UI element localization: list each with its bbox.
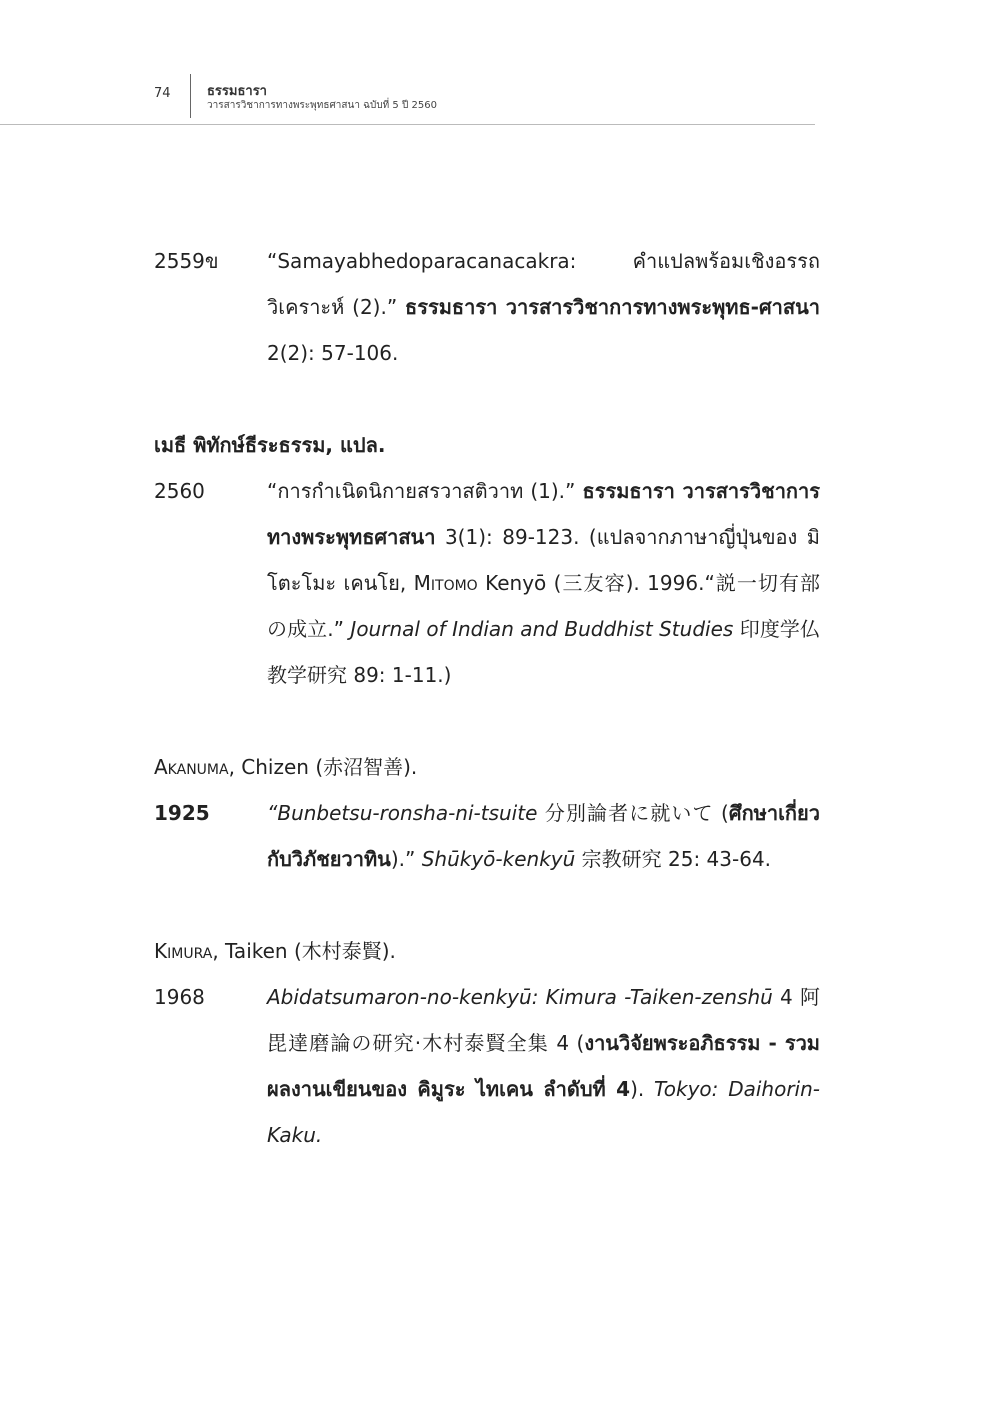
page-number: 74 — [154, 86, 171, 101]
entry-source-journal: Journal of Indian and Buddhist Studies — [350, 617, 734, 641]
entry-text — [267, 468, 820, 698]
author-surname: Akanuma — [154, 755, 229, 779]
entry-book-title: Abidatsumaron-no-kenkyū: Kimura -Taiken-zenshū — [267, 985, 773, 1009]
author-heading: เมธี พิทักษ์ธีระธรรม, แปล. — [154, 433, 386, 457]
spacer — [154, 376, 820, 422]
author-given: , Taiken (木村泰賢). — [212, 939, 396, 963]
entry-journal: Shūkyō-kenkyū — [421, 847, 576, 871]
entry-year: 2559ข — [154, 249, 219, 273]
entry-note: 3(1): 89-123. (แปลจากภาษาญี่ปุ่นของ มิโตะโมะ เคนโย, — [267, 525, 820, 595]
entry-journal: ธรรมธารา วารสารวิชาการทางพระพุทธศาสนา — [267, 479, 821, 549]
bib-entry-1968 — [154, 974, 820, 1158]
entry-pages: 2(2): 57-106. — [267, 341, 399, 365]
header-divider — [190, 74, 191, 118]
bibliography — [154, 238, 820, 1158]
entry-book-title-jp: 4 阿毘達磨論の研究·木村泰賢全集 4 ( — [267, 985, 820, 1055]
entry-source-pages: 印度学仏教学研究 89: 1-11.) — [267, 617, 820, 687]
bib-entry-2560 — [154, 468, 820, 698]
entry-year: 1968 — [154, 985, 205, 1009]
spacer — [154, 882, 820, 928]
entry-year: 2560 — [154, 479, 205, 503]
entry-year: 1925 — [154, 801, 210, 825]
entry-article-title: “Bunbetsu-ronsha-ni-tsuite — [267, 801, 538, 825]
author-given: , Chizen (赤沼智善). — [228, 755, 418, 779]
entry-text — [267, 790, 820, 882]
journal-title: ธรรมธารา — [207, 84, 267, 99]
author-heading — [154, 744, 820, 790]
bib-entry-2559 — [154, 238, 820, 376]
header-rule — [0, 124, 815, 125]
entry-article-title: “การกำเนิดนิกายสรวาสติวาท (1).” — [267, 479, 583, 503]
entry-surname: Mitomo — [413, 571, 478, 595]
entry-translation: งานวิจัยพระอภิธรรม - รวมผลงานเขียนของ คิมูระ ไทเคน ลำดับที่ 4 — [267, 1031, 820, 1101]
entry-article-title-jp: 分別論者に就いて ( — [537, 801, 729, 825]
entry-publisher: Tokyo: Daihorin-Kaku. — [267, 1077, 821, 1147]
author-heading — [154, 928, 820, 974]
entry-text — [267, 974, 820, 1158]
author-surname: Kimura — [154, 939, 213, 963]
journal-subtitle: วารสารวิชาการทางพระพุทธศาสนา ฉบับที่ 5 ปี 2560 — [207, 100, 437, 111]
entry-pages: 宗教研究 25: 43-64. — [575, 847, 772, 871]
entry-text — [267, 238, 820, 376]
bib-entry-1925 — [154, 790, 820, 882]
entry-translation: ศึกษาเกี่ยวกับวิภัชยวาทิน — [267, 801, 820, 871]
entry-source: Kenyō (三友容). 1996.“説一切有部の成立.” — [267, 571, 820, 641]
entry-punct: ). — [630, 1077, 655, 1101]
spacer — [154, 698, 820, 744]
entry-punct: ).” — [390, 847, 422, 871]
entry-article-title: “Samayabhedoparacanacakra: คำแปลพร้อมเชิงอรรถวิเคราะห์ (2).” — [267, 249, 820, 319]
page-header — [0, 0, 1000, 126]
entry-journal: ธรรมธารา วารสารวิชาการทางพระพุทธ-ศาสนา — [405, 295, 820, 319]
